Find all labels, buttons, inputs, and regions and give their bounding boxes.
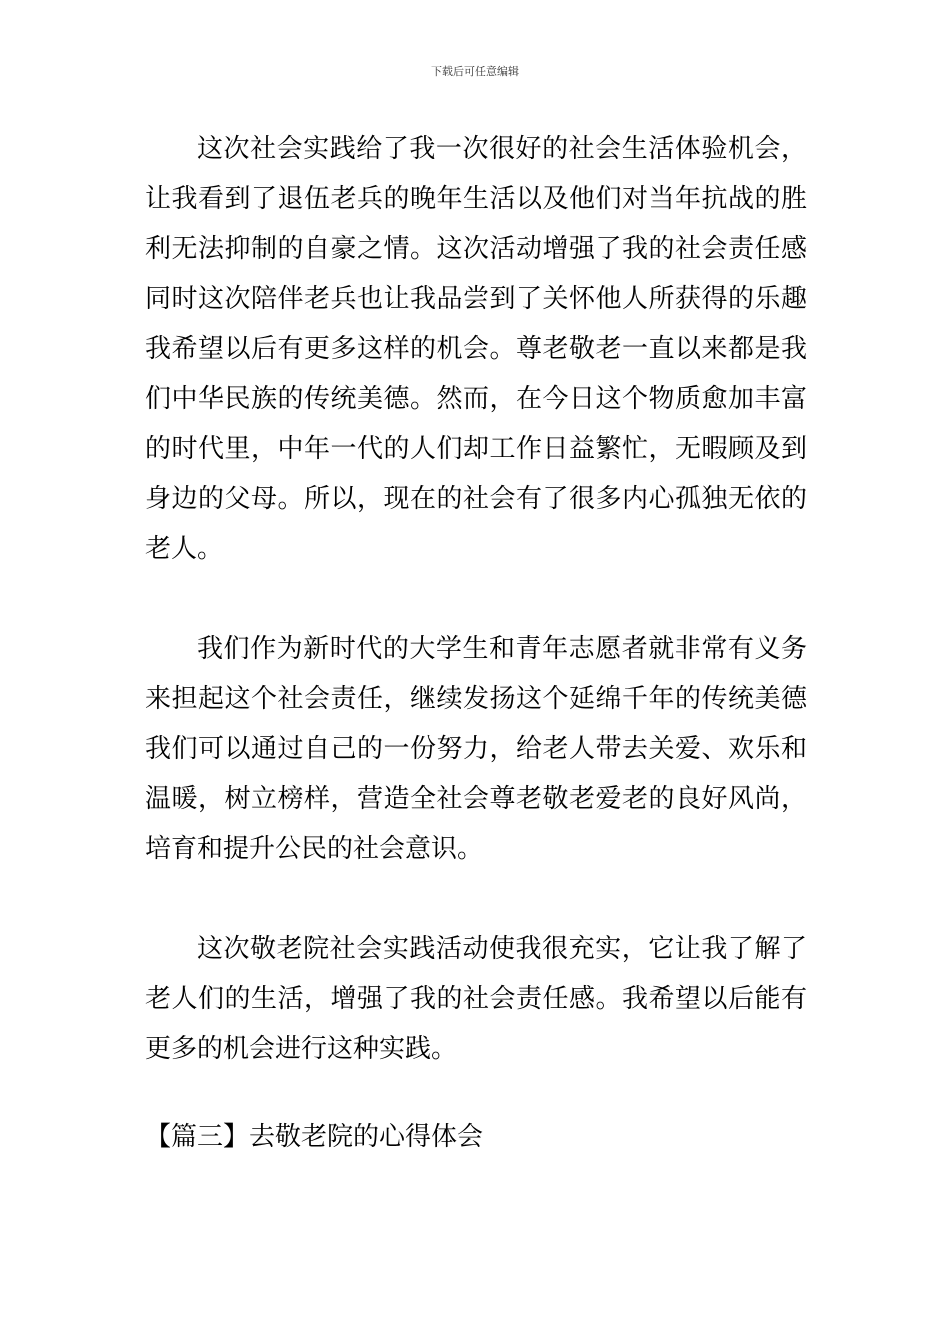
paragraph-3: 这次敬老院社会实践活动使我很充实，它让我了解了老人们的生活，增强了我的社会责任感。我希望以后能有更多的机会进行这种实践。	[145, 934, 807, 1064]
document-body	[145, 124, 807, 1162]
page-header-note: 下载后可任意编辑	[431, 65, 519, 78]
section-title: 【篇三】去敬老院的心得体会	[145, 1122, 484, 1152]
paragraph-2: 我们作为新时代的大学生和青年志愿者就非常有义务来担起这个社会责任，继续发扬这个延绵千年的传统美德我们可以通过自己的一份努力，给老人带去关爱、欢乐和温暖，树立榜样，营造全社会尊老敬老爱老的良好风尚，培育和提升公民的社会意识。	[145, 634, 807, 864]
paragraph-1: 这次社会实践给了我一次很好的社会生活体验机会，让我看到了退伍老兵的晚年生活以及他们对当年抗战的胜利无法抑制的自豪之情。这次活动增强了我的社会责任感同时这次陪伴老兵也让我品尝到了关怀他人所获得的乐趣我希望以后有更多这样的机会。尊老敬老一直以来都是我们中华民族的传统美德。然而，在今日这个物质愈加丰富的时代里，中年一代的人们却工作日益繁忙，无暇顾及到身边的父母。所以，现在的社会有了很多内心孤独无依的老人。	[145, 134, 807, 564]
